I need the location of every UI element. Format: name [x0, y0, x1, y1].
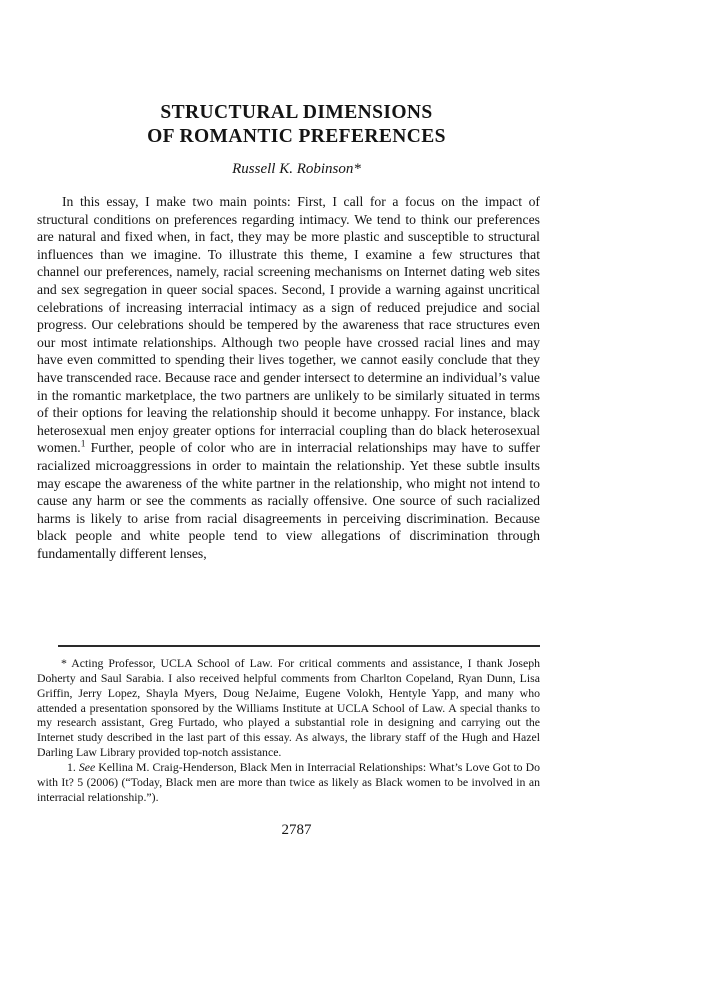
- essay-body: [37, 193, 540, 562]
- title-line-1: STRUCTURAL DIMENSIONS: [160, 102, 433, 123]
- body-paragraph: [37, 193, 540, 562]
- footnote-1: [37, 760, 540, 805]
- title-line-2: OF ROMANTIC PREFERENCES: [147, 125, 446, 147]
- article-title: [45, 101, 548, 148]
- footnote-reference-1: 1: [80, 439, 86, 450]
- page-number: 2787: [281, 822, 312, 838]
- footnote-star: * Acting Professor, UCLA School of Law. For critical comments and assistance, I thank Joseph Doherty and Saul Sarabia. I also received helpful comments from Charlton Copeland, Ryan Dunn, Lisa Griffin, Jerry Lopez, Shayla Myers, Doug NeJaime, Eugene Volokh, Hentyle Yapp, and many who attended a presentation sponsored by the Williams Institute at UCLA School of Law. A special thanks to my research assistant, Greg Furtado, who played a substantial role in designing and carrying out the Internet study described in the last part of this essay. As always, the library staff of the Hugh and Hazel Darling Law Library provided top-notch assistance.: [37, 656, 540, 760]
- body-text-before-ref: In this essay, I make two main points: First, I call for a focus on the impact of structural conditions on preferences regarding intimacy. We tend to think our preferences are natural and fixed when, in fact, they may be more plastic and susceptible to structural influences than we imagine. To illustrate this theme, I examine a few structures that channel our preferences, namely, racial screening mechanisms on Internet dating web sites and sex segregation in queer social spaces. Second, I provide a warning against uncritical celebrations of increasing interracial intimacy as a sign of reduced prejudice and social progress. Our celebrations should be tempered by the awareness that race structures even our most intimate relationships. Although two people have crossed racial lines and may have even committed to spending their lives together, we cannot easily conclude that they have transcended race. Because race and gender intersect to determine an individual’s value in the romantic marketplace, the two partners are unlikely to be similarly situated in terms of their options for leaving the relationship should it become unhappy. For instance, black heterosexual men enjoy greater options for interracial coupling than do black heterosexual women.: [37, 194, 540, 456]
- footnote-separator-rule: [58, 645, 540, 647]
- body-text-after-ref: Further, people of color who are in interracial relationships may have to suffer racialized microaggressions in order to maintain the relationship. Yet these subtle insults may escape the awareness of the white partner in the relationship, who might not intend to cause any harm or see the comments as racially offensive. One source of such racialized harms is likely to arise from racial disagreements in perceiving discrimination. Because black people and white people tend to view allegations of discrimination through fundamentally different lenses,: [37, 440, 540, 561]
- footnote-1-see-signal: See: [78, 759, 96, 774]
- footnote-block: [37, 656, 540, 804]
- author-byline: Russell K. Robinson*: [232, 161, 361, 177]
- footnote-1-citation: Kellina M. Craig-Henderson, Black Men in Interracial Relationships: What’s Love Got to Do with It? 5 (2006) (“Today, Black men are more than twice as likely as Black women to be involved in an interracial relationship.”).: [37, 759, 541, 804]
- footnote-1-number: 1.: [67, 759, 79, 774]
